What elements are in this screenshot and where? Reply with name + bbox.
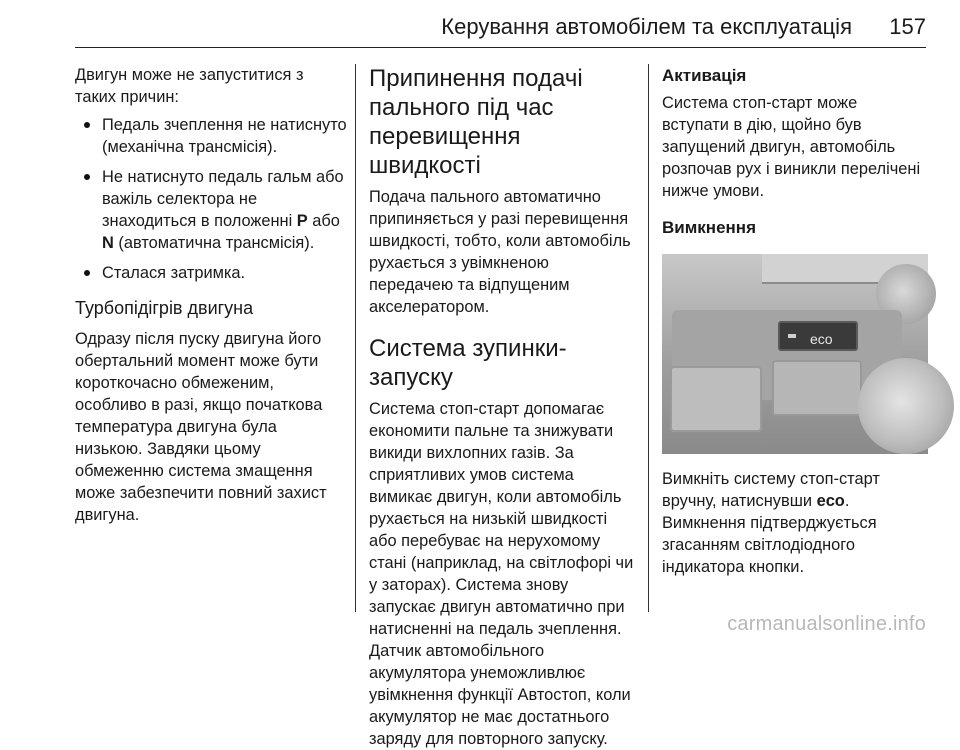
header-title: Керування автомобілем та експлуатація (441, 14, 852, 39)
body-text: Вимкніть систему стоп-старт вручну, натиснувши eco. Вимкнення підтверджується згасанням світлодіодного індикатора кнопки. (662, 470, 880, 576)
page-number: 157 (889, 14, 926, 39)
page-header (75, 0, 926, 48)
list-item (75, 166, 347, 254)
watermark: carmanualsonline.info (727, 613, 926, 635)
panel-button (772, 360, 862, 416)
list-item: Педаль зчеплення не натиснуто (механічна трансмісія). (75, 114, 347, 158)
section-heading: Система зупинки-запуску (369, 335, 567, 391)
list-item-text: Не натиснуто педаль гальм або важіль селектора не знаходиться в положенні (102, 168, 344, 230)
section-heading: Активація (662, 66, 747, 85)
body-text: Одразу після пуску двигуна його обертальний момент може бути короткочасно обмеженим, особливо в разі, якщо початкова температура двигуна була низькою. Завдяки цьому обмеженню система змащення може забезпечити повний захист двигуна. (75, 330, 327, 524)
list-item: Сталася затримка. (75, 262, 347, 284)
body-text: Система стоп-старт допомагає економити пальне та знижувати викиди вихлопних газів. За сприятливих умов система вимикає двигун, коли автомобіль рухається на низькій швидкості або перебуває на нерухомому стані (наприклад, на світлофорі чи у заторах). Система знову запускає двигун автоматично при натисненні на педаль зчеплення. Датчик автомобільного акумулятора унеможливлює увімкнення функції Автостоп, коли акумулятор не має достатнього заряду для повторного запуску. (369, 400, 634, 748)
eco-button-photo (662, 254, 928, 454)
gear-n: N (102, 234, 114, 252)
section-heading: Припинення подачі пального під час перевищення швидкості (369, 65, 583, 179)
body-text: Подача пального автоматично припиняється у разі перевищення швидкості, тобто, коли автомобіль рухається з увімкненою передачею та відпущеним акселератором. (369, 188, 631, 316)
gear-p: P (296, 212, 308, 230)
led-indicator (788, 334, 796, 338)
eco-inline: eco (816, 492, 845, 510)
body-text: Система стоп-старт може вступати в дію, щойно був запущений двигун, автомобіль розпочав рух і виникли перелічені нижче умови. (662, 94, 921, 200)
eco-button (778, 321, 858, 351)
list-item-text: або (307, 212, 340, 230)
eco-label: eco (810, 331, 833, 347)
column-divider (355, 64, 356, 612)
list-item-text: (автоматична трансмісія). (113, 234, 315, 252)
control-knob (858, 358, 954, 454)
section-heading: Вимкнення (662, 218, 756, 237)
reasons-list (75, 114, 347, 284)
column-3 (662, 64, 928, 578)
intro-text: Двигун може не запуститися з таких причин: (75, 66, 304, 106)
column-2 (369, 64, 635, 750)
panel-button (670, 366, 762, 432)
column-1 (75, 64, 347, 526)
section-heading: Турбопідігрів двигуна (75, 298, 254, 318)
column-divider (648, 64, 649, 612)
